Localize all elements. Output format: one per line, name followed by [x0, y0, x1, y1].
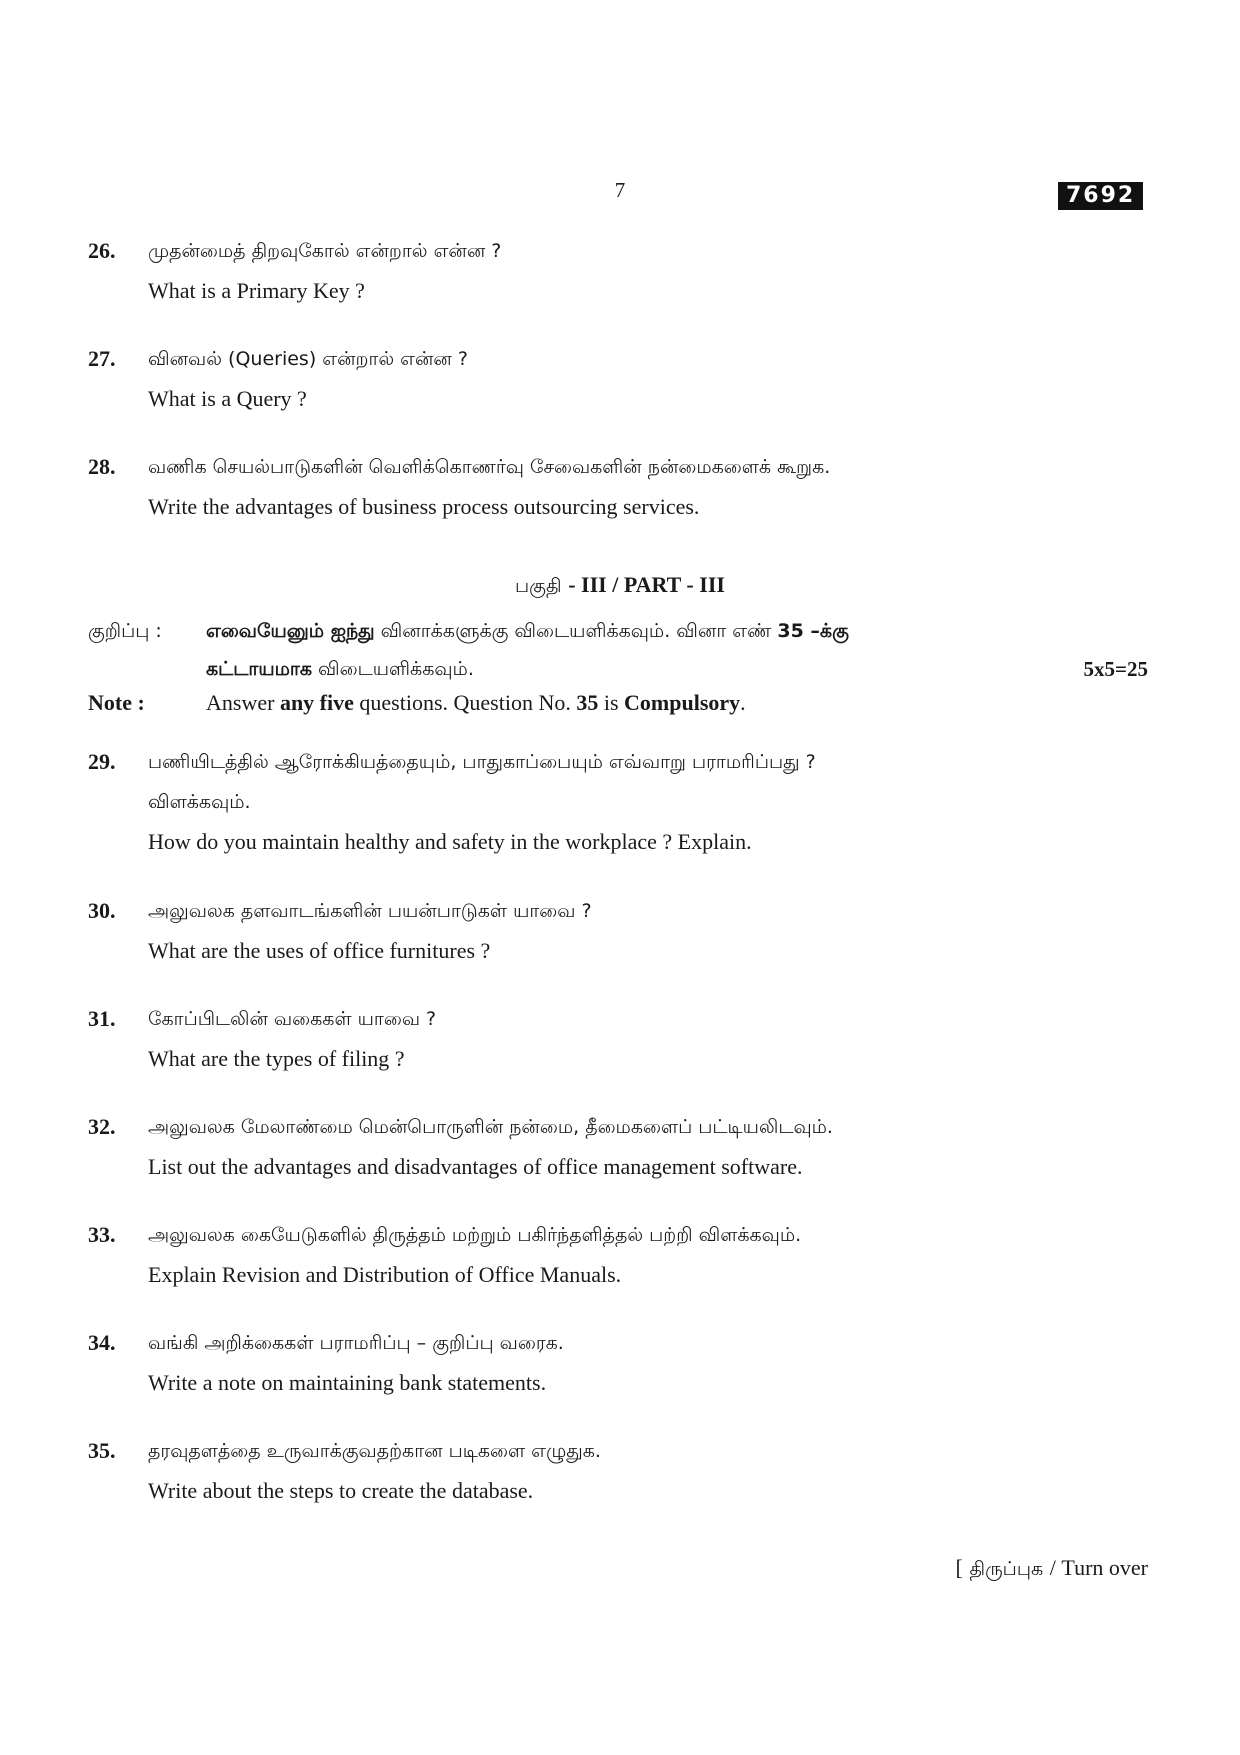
note-english-text-2: questions. Question No. — [353, 690, 577, 715]
note-english-text-3: is — [598, 690, 625, 715]
question-27 — [88, 339, 1148, 419]
question-number: 35. — [88, 1438, 116, 1463]
part-heading — [0, 572, 1240, 600]
note-tamil-text-1: வினாக்களுக்கு விடையளிக்கவும். வினா எண் — [374, 620, 778, 642]
question-text-tamil: அலுவலக தளவாடங்களின் பயன்பாடுகள் யாவை ? — [148, 900, 592, 922]
question-32 — [88, 1107, 1148, 1187]
question-35 — [88, 1431, 1148, 1511]
page-number: 7 — [614, 178, 626, 202]
note-english-bold-2: 35 — [576, 690, 599, 715]
question-text-english: What is a Primary Key ? — [148, 278, 365, 303]
note-tamil — [88, 612, 1148, 688]
question-text-english: How do you maintain healthy and safety in the workplace ? Explain. — [148, 829, 752, 854]
question-29 — [88, 742, 1148, 862]
question-text-tamil: வணிக செயல்பாடுகளின் வெளிக்கொணர்வு சேவைகளின் நன்மைகளைக் கூறுக. — [148, 456, 831, 478]
question-text-english: Write about the steps to create the database. — [148, 1478, 534, 1503]
question-number: 31. — [88, 1006, 116, 1031]
note-tamil-bold-2: 35 –க்கு — [777, 620, 849, 642]
question-number: 30. — [88, 898, 116, 923]
turn-over-note — [955, 1555, 1148, 1583]
note-english-bold-1: any five — [279, 690, 354, 715]
note-english-label: Note : — [88, 690, 145, 715]
question-text-english: Write the advantages of business process outsourcing services. — [148, 494, 700, 519]
question-number: 29. — [88, 749, 116, 774]
question-34 — [88, 1323, 1148, 1403]
question-text-tamil-continued: விளக்கவும். — [148, 791, 251, 813]
question-text-english: List out the advantages and disadvantages of office management software. — [148, 1154, 803, 1179]
marks-allocation: 5x5=25 — [1083, 657, 1148, 681]
question-number: 33. — [88, 1222, 116, 1247]
note-tamil-bold-1: எவையேனும் ஐந்து — [206, 620, 375, 642]
turn-over-tamil: திருப்புக — [969, 1558, 1044, 1580]
paper-code: 7692 — [1058, 182, 1143, 210]
question-text-tamil: பணியிடத்தில் ஆரோக்கியத்தையும், பாதுகாப்பையும் எவ்வாறு பராமரிப்பது ? — [148, 751, 816, 773]
question-text-english: Explain Revision and Distribution of Office Manuals. — [148, 1262, 622, 1287]
question-33 — [88, 1215, 1148, 1295]
question-number: 26. — [88, 238, 116, 263]
question-number: 32. — [88, 1114, 116, 1139]
question-text-tamil: அலுவலக கையேடுகளில் திருத்தம் மற்றும் பகிர்ந்தளித்தல் பற்றி விளக்கவும். — [148, 1224, 802, 1246]
note-tamil-bold-3: கட்டாயமாக — [206, 658, 312, 680]
question-28 — [88, 447, 1148, 527]
question-number: 34. — [88, 1330, 116, 1355]
note-english-text-4: . — [740, 690, 746, 715]
question-text-tamil: முதன்மைத் திறவுகோல் என்றால் என்ன ? — [148, 240, 502, 262]
note-english-text-1: Answer — [206, 690, 280, 715]
question-26 — [88, 231, 1148, 311]
turn-over-bracket: [ — [955, 1555, 963, 1580]
question-text-english: What are the uses of office furnitures ? — [148, 938, 491, 963]
question-text-english: Write a note on maintaining bank statements. — [148, 1370, 547, 1395]
question-text-tamil: கோப்பிடலின் வகைகள் யாவை ? — [148, 1008, 437, 1030]
question-text-tamil: வினவல் (Queries) என்றால் என்ன ? — [148, 348, 468, 370]
note-english-bold-3: Compulsory — [624, 690, 741, 715]
question-number: 27. — [88, 346, 116, 371]
turn-over-english: / Turn over — [1049, 1555, 1148, 1580]
question-text-english: What is a Query ? — [148, 386, 307, 411]
question-text-tamil: தரவுதளத்தை உருவாக்குவதற்கான படிகளை எழுதுக. — [148, 1440, 601, 1462]
part-heading-tamil: பகுதி — [515, 575, 562, 597]
question-number: 28. — [88, 454, 116, 479]
note-english — [88, 684, 1148, 722]
question-30 — [88, 891, 1148, 971]
question-text-tamil: வங்கி அறிக்கைகள் பராமரிப்பு – குறிப்பு வரைக. — [148, 1332, 564, 1354]
note-tamil-text-2: விடையளிக்கவும். — [311, 658, 474, 680]
question-31 — [88, 999, 1148, 1079]
question-text-english: What are the types of filing ? — [148, 1046, 405, 1071]
part-heading-english: - III / PART - III — [568, 572, 725, 597]
question-text-tamil: அலுவலக மேலாண்மை மென்பொருளின் நன்மை, தீமைகளைப் பட்டியலிடவும். — [148, 1116, 833, 1138]
note-tamil-label: குறிப்பு : — [88, 620, 162, 642]
